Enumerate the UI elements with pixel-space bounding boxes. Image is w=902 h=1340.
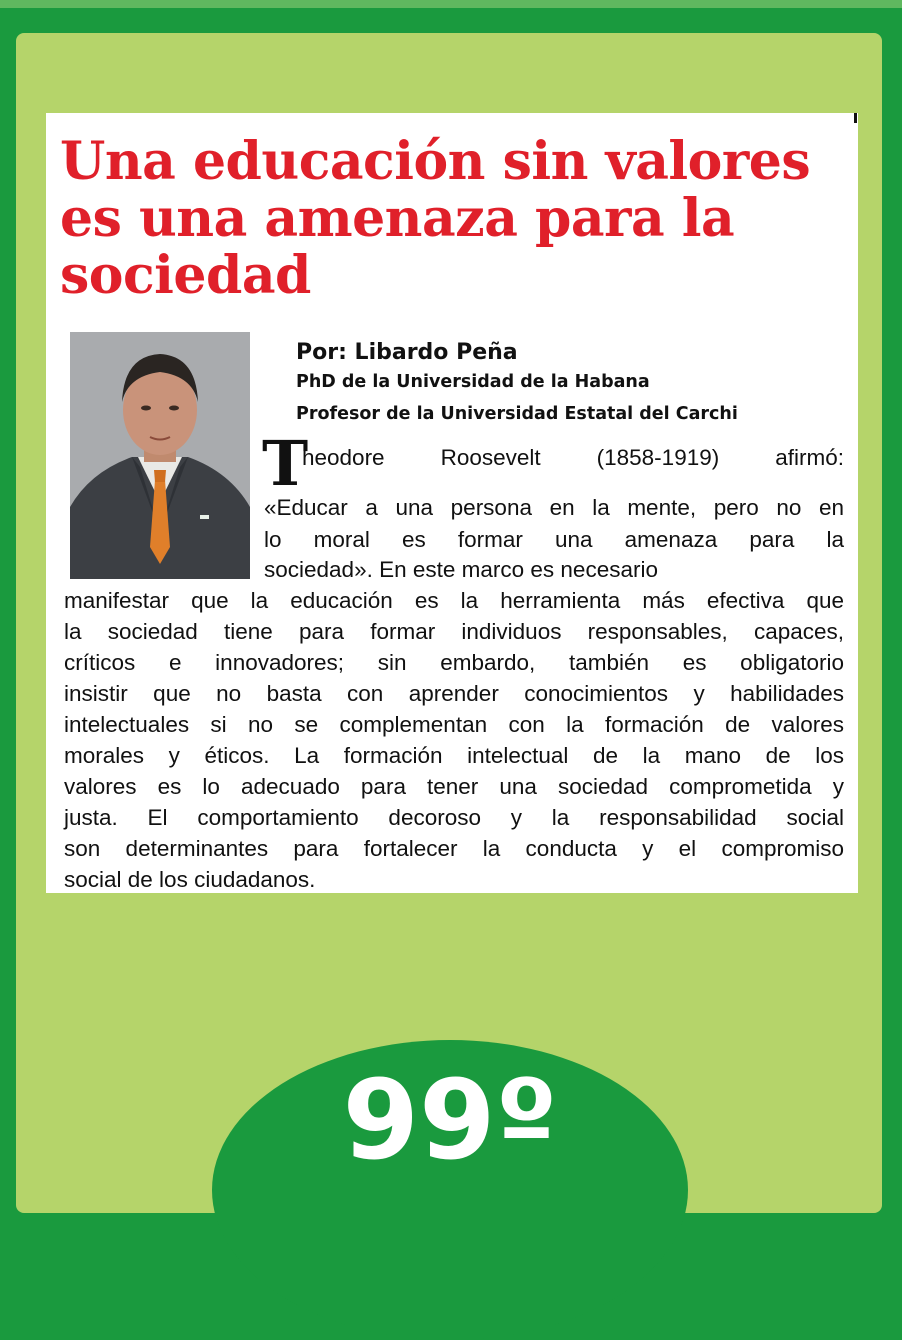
body-line: valores es lo adecuado para tener una sociedad comprometida y	[64, 774, 844, 799]
body-line: sociedad». En este marco es necesario	[264, 557, 658, 582]
body-line: intelectuales si no se complementan con la formación de valores	[64, 712, 844, 737]
top-border-strip	[0, 0, 902, 8]
author-credential-professor: Profesor de la Universidad Estatal del Carchi	[296, 404, 738, 424]
author-photo	[70, 332, 250, 579]
body-line: lo moral es formar una amenaza para la	[264, 527, 844, 552]
body-line: justa. El comportamiento decoroso y la responsabilidad social	[64, 805, 844, 830]
body-line: la sociedad tiene para formar individuos responsables, capaces,	[64, 619, 844, 644]
article-headline: Una educación sin valores es una amenaza para la sociedad	[60, 131, 811, 306]
body-line: heodore Roosevelt (1858-1919) afirmó:	[302, 445, 844, 470]
drop-cap: T	[262, 427, 309, 500]
body-line: insistir que no basta con aprender conocimientos y habilidades	[64, 681, 844, 706]
body-line: morales y éticos. La formación intelectual de la mano de los	[64, 743, 844, 768]
body-line: manifestar que la educación es la herramienta más efectiva que	[64, 588, 844, 613]
author-credential-phd: PhD de la Universidad de la Habana	[296, 372, 650, 392]
author-byline: Por: Libardo Peña	[296, 340, 518, 365]
body-line: críticos e innovadores; sin embardo, también es obligatorio	[64, 650, 844, 675]
corner-mark	[854, 113, 857, 123]
body-line: «Educar a una persona en la mente, pero no en	[264, 495, 844, 520]
body-line: social de los ciudadanos.	[64, 867, 316, 892]
body-line: son determinantes para fortalecer la conducta y el compromiso	[64, 836, 844, 861]
author-portrait-image	[70, 332, 250, 579]
edition-number: 99º	[342, 1056, 558, 1184]
